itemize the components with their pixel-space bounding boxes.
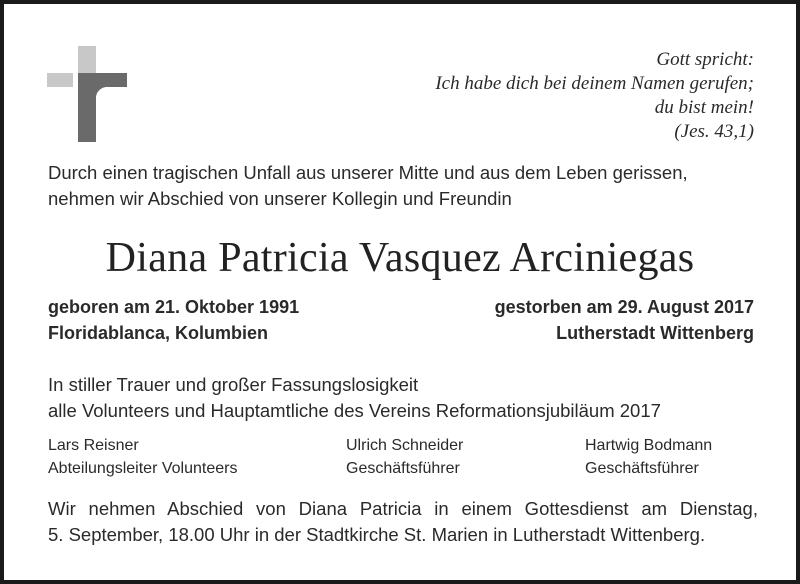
bible-verse bbox=[435, 48, 754, 144]
service-line: Wir nehmen Abschied von Diana Patricia in einem Gottesdienst am Dienstag, bbox=[48, 498, 758, 519]
signer-name: Ulrich Schneider bbox=[346, 437, 464, 454]
death-place: Lutherstadt Wittenberg bbox=[556, 323, 754, 343]
signer-name: Hartwig Bodmann bbox=[585, 437, 713, 454]
death-info bbox=[495, 294, 754, 346]
signer bbox=[585, 434, 712, 480]
mourning-line: alle Volunteers und Hauptamtliche des Vereins Reformationsjubiläum 2017 bbox=[48, 400, 661, 421]
intro-line: nehmen wir Abschied von unserer Kollegin und Freundin bbox=[48, 188, 512, 209]
signer-name: Lars Reisner bbox=[48, 437, 139, 454]
verse-line: Ich habe dich bei deinem Namen gerufen; bbox=[435, 73, 754, 94]
verse-reference: (Jes. 43,1) bbox=[674, 121, 754, 142]
signer bbox=[48, 434, 237, 480]
mourning-line: In stiller Trauer und großer Fassungslosigkeit bbox=[48, 374, 419, 395]
birth-place: Floridablanca, Kolumbien bbox=[48, 323, 269, 343]
intro-line: Durch einen tragischen Unfall aus unserer Mitte und aus dem Leben gerissen, bbox=[48, 162, 688, 183]
death-date: gestorben am 29. August 2017 bbox=[494, 297, 754, 317]
signer bbox=[346, 434, 463, 480]
deceased-name: Diana Patricia Vasquez Arciniegas bbox=[105, 235, 695, 281]
service-line: 5. September, 18.00 Uhr in der Stadtkirche St. Marien in Lutherstadt Wittenberg. bbox=[48, 524, 706, 545]
signer-role: Geschäftsführer bbox=[585, 460, 699, 477]
birth-info bbox=[48, 294, 299, 346]
intro-text bbox=[48, 160, 768, 212]
signer-role: Geschäftsführer bbox=[346, 460, 460, 477]
mourning-text bbox=[48, 372, 768, 424]
verse-line: du bist mein! bbox=[654, 97, 754, 118]
cross-logo-icon bbox=[47, 46, 127, 142]
verse-line: Gott spricht: bbox=[656, 49, 754, 70]
birth-date: geboren am 21. Oktober 1991 bbox=[48, 297, 300, 317]
service-announcement bbox=[48, 496, 758, 548]
signer-role: Abteilungsleiter Volunteers bbox=[48, 460, 238, 477]
